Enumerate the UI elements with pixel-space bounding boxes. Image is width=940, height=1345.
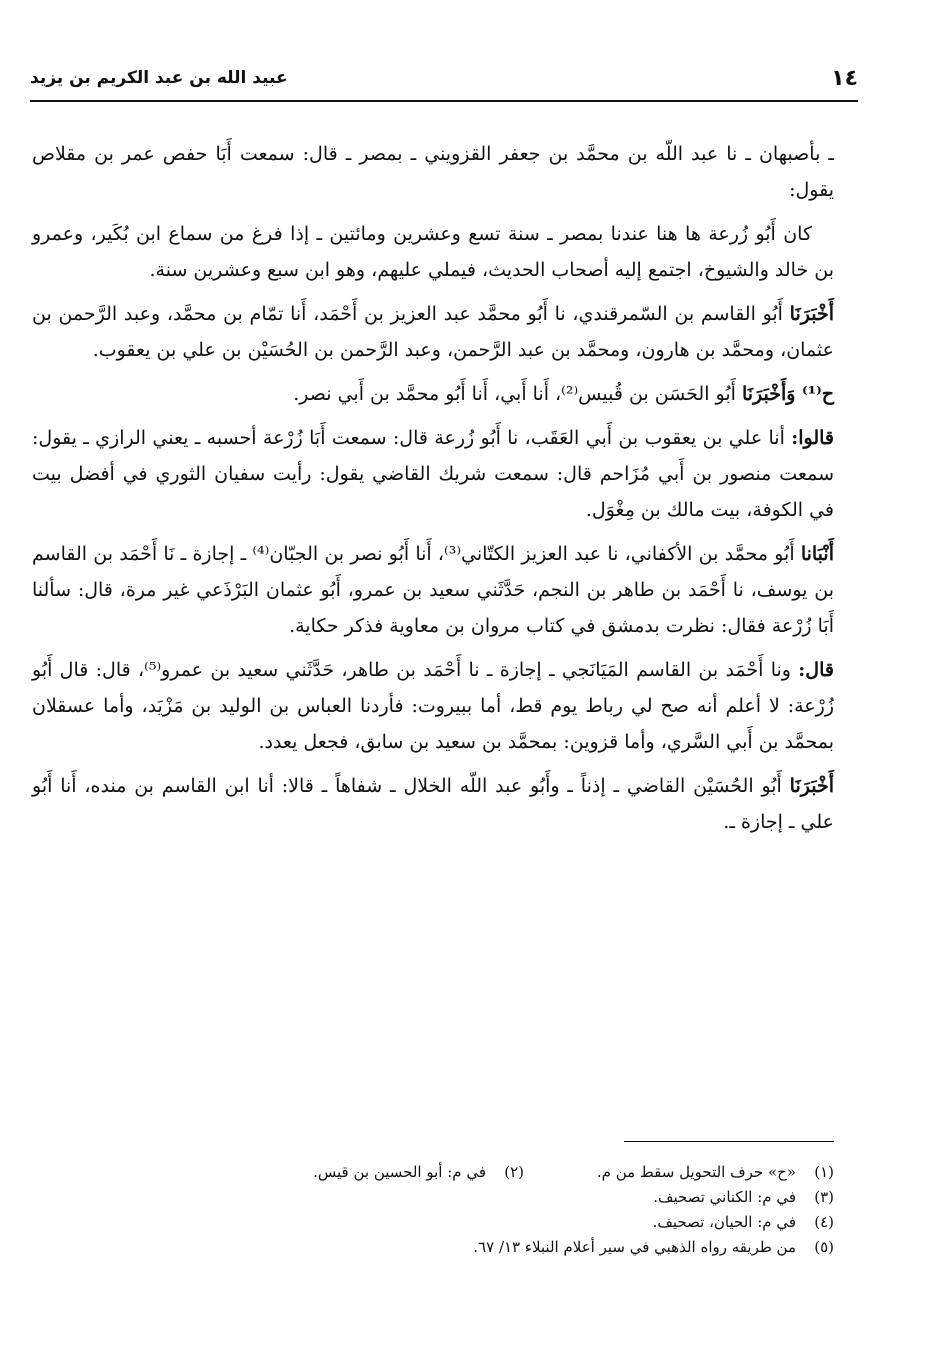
footnote-row [100, 1210, 834, 1235]
footnote-text: في م: الكناني تصحيف. [653, 1188, 796, 1206]
paragraph [32, 420, 834, 528]
page-header [30, 58, 858, 98]
footnote-number: (٣) [814, 1188, 834, 1206]
footnote-text: «ح» حرف التحويل سقط من م. [596, 1163, 796, 1181]
paragraph [32, 536, 834, 644]
paragraph-lead: أَنْبَانا [800, 543, 834, 565]
header-divider [30, 100, 858, 102]
paragraph-lead: أَخْبَرَنَا [789, 303, 834, 325]
paragraph-text: أَبُو محمَّد بن الأكفاني، نا عبد العزيز الكتّاني⁽³⁾، أَنا أَبُو نصر بن الجبّان⁽⁴⁾ ـ إجازة ـ نَا أَحْمَد بن القاسم بن يوسف، نا أَحْمَد بن طاهر بن النجم، حَدَّثَني سعيد بن عمرو، أَبُو عثمان البَرْذَعي غير مرة، قال: سألنا أَبَا زُرْعة فقال: نظرت بدمشق في كتاب مروان بن معاوية فذكر حكاية. [32, 543, 834, 637]
footnote-row [100, 1185, 834, 1210]
paragraph-lead: ح⁽¹⁾ وَأَخْبَرَنَا [741, 383, 834, 405]
footnote [653, 1210, 834, 1235]
paragraph-lead: قال: [798, 659, 834, 681]
footnote-text: من طريقه رواه الذهبي في سير أعلام النبلاء ١٣/ ٦٧. [473, 1238, 796, 1256]
paragraph-text: ـ بأصبهان ـ نا عبد اللّه بن محمَّد بن جعفر القزويني ـ بمصر ـ قال: سمعت أَبَا حفص عمر بن مقلاص يقول: [32, 143, 834, 201]
footnote [313, 1160, 524, 1185]
paragraph-lead: قالوا: [791, 427, 834, 449]
paragraph [32, 216, 834, 288]
paragraph-text: أنا علي بن يعقوب بن أَبي العَقَب، نا أَبُو زُرعة قال: سمعت أَبَا زُرْعة أحسبه ـ يعني الرازي ـ يقول: سمعت منصور بن أَبي مُزَاحم قال: سمعت شريك القاضي يقول: رأيت سفيان الثوري في أفضل بيت في الكوفة، بيت مالك بن مِغْوَل. [32, 427, 834, 521]
footnote-row [100, 1235, 834, 1260]
footnote-row [100, 1160, 834, 1185]
paragraph [32, 768, 834, 840]
paragraph-text: أَبُو الحُسَيْن القاضي ـ إذناً ـ وأَبُو عبد اللّه الخلال ـ شفاهاً ـ قالا: أنا ابن القاسم بن منده، أَنا أَبُو علي ـ إجازة ـ. [32, 775, 834, 833]
footnote-number: (٤) [814, 1213, 834, 1231]
page-number: ١٤ [831, 66, 858, 91]
paragraph [32, 136, 834, 208]
paragraph-text: كان أَبُو زُرعة ها هنا عندنا بمصر ـ سنة تسع وعشرين ومائتين ـ إذا فرغ من سماع ابن بُكَير، وعمرو بن خالد والشيوخ، اجتمع إليه أصحاب الحديث، فيملي عليهم، وهو ابن سبع وعشرين سنة. [32, 223, 834, 281]
footnote-number: (٢) [504, 1163, 524, 1181]
paragraph [32, 652, 834, 760]
paragraph-text: أَبُو القاسم بن السّمرقندي، نا أَبُو محمَّد عبد العزيز بن أَحْمَد، أَنا تمّام بن محمَّد، وعبد الرَّحمن بن عثمان، ومحمَّد بن هارون، ومحمَّد بن عبد الرَّحمن، وعبد الرَّحمن بن الحُسَيْن بن علي بن يعقوب. [32, 303, 834, 361]
paragraph [32, 296, 834, 368]
paragraph-text: ونا أَحْمَد بن القاسم المَيَانَجي ـ إجازة ـ نا أَحْمَد بن طاهر، حَدَّثَني سعيد بن عمرو⁽⁵⁾، قال: قال أَبُو زُرْعة: لا أعلم أنه صح لي رباط يوم قط، أما ببيروت: فأردنا العباس بن الوليد بن مَزْيَد، وأما عسقلان بمحمَّد بن أَبي السَّري، وأما قزوين: بمحمَّد بن سعيد بن سابق، فجعل يعدد. [32, 659, 834, 753]
footnote [524, 1160, 834, 1185]
paragraph [32, 376, 834, 412]
main-text [32, 136, 834, 848]
paragraph-text: أَبُو الحَسَن بن قُبيس⁽²⁾، أَنا أَبي، أَنا أَبُو محمَّد بن أَبي نصر. [293, 383, 742, 405]
paragraph-lead: أَخْبَرَنَا [789, 775, 834, 797]
footnote-divider [624, 1141, 834, 1142]
footnote-number: (٥) [814, 1238, 834, 1256]
running-title: عبيد الله بن عبد الكريم بن يزيد [30, 68, 288, 88]
footnote-number: (١) [814, 1163, 834, 1181]
footnote-text: في م: الحيان، تصحيف. [652, 1213, 796, 1231]
footnotes [100, 1160, 834, 1260]
footnote [653, 1185, 834, 1210]
footnote-text: في م: أبو الحسين بن قيس. [313, 1163, 486, 1181]
footnote [473, 1235, 834, 1260]
